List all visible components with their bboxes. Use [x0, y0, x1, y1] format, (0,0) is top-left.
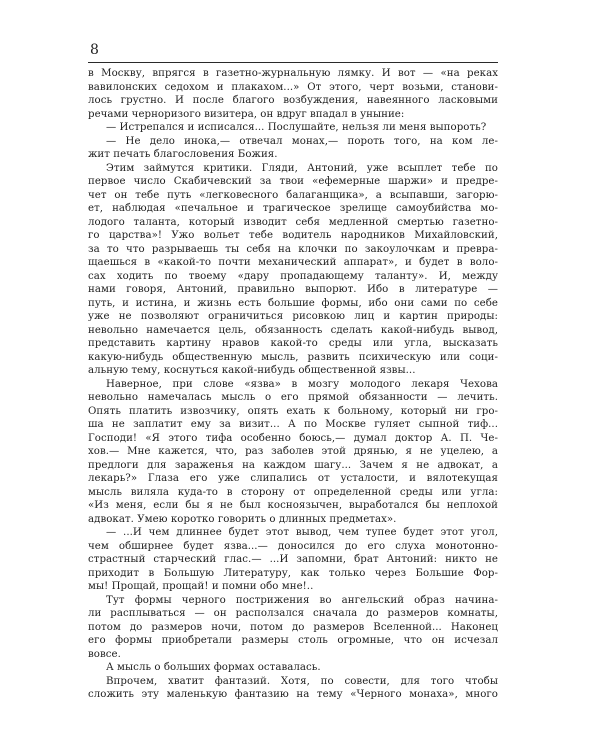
- text-line: хов.— Мне кажется, что, раз заболев этой дрянью, я не уцелею, а: [88, 446, 498, 457]
- text-line: жит печать благословения Божия.: [88, 149, 278, 160]
- text-line: Этим займутся критики. Гляди, Антоний, уже всыплет тебе по: [106, 162, 498, 174]
- text-line: потом до размеров ночи, потом до размеров Вселенной... Наконец: [88, 621, 498, 633]
- text-line: лодого таланта, который изводит себя медленной смертью газетно-: [88, 216, 498, 228]
- text-line: го царства»! Ужо вольет тебе водитель народников Михайловский,: [88, 230, 498, 241]
- text-line: невольно намечается цель, обязанность сделать какой-нибудь вывод,: [88, 324, 498, 336]
- text-line: приходит в Большую Литературу, как только через Большие Фор-: [88, 567, 498, 579]
- text-line: уже не позволяют ограничиться рисовкою лиц и картин природы:: [88, 311, 498, 322]
- text-line: Господи! «Я этого тифа особенно боюсь,— думал доктор А. П. Че-: [88, 432, 498, 444]
- text-line: чет он тебе путь «легковесного балаганщика», а всыпавши, загорю-: [88, 189, 498, 201]
- text-line: речами черноризого визитера, он вдруг впадал в уныние:: [88, 108, 405, 120]
- text-line: — Истрепался и исписался... Послушайте, нельзя ли меня выпороть?: [106, 122, 487, 133]
- text-line: мысль виляла куда-то в сторону от определенной среды или угла:: [88, 486, 498, 498]
- text-line: предлоги для зараженья на каждом шагу... Зачем я не адвокат, а: [88, 459, 498, 471]
- text-line: страстный старческий глас.— ...И запомни, брат Антоний: никто не: [88, 554, 498, 565]
- text-line: путь, и истина, и жизнь есть большие формы, ибо они сами по себе: [88, 297, 498, 309]
- text-line: чем обширнее будет язва...— доносился до его слуха монотонно-: [88, 540, 498, 552]
- text-line: ли расплываться — он расползался сначала до размеров комнаты,: [88, 608, 498, 619]
- text-line: за то что разрываешь ты себя на клочки по закоулочкам и превра-: [88, 243, 498, 255]
- text-line: в Москву, впрягся в газетно-журнальную лямку. И вот — «на реках: [88, 68, 498, 79]
- page-number: 8: [90, 42, 99, 58]
- text-line: щаешься в «какой-то почти механический аппарат», и будет в воло-: [88, 257, 498, 268]
- text-line: сложить эту маленькую фантазию на тему «Черного монаха», много: [88, 689, 498, 700]
- text-line: Опять платить извозчику, опять ехать к больному, который ни гро-: [88, 405, 498, 417]
- text-line: ет, наблюдая «печальное и трагическое зрелище самоубийства мо-: [88, 203, 498, 214]
- text-line: ша не заплатит ему за визит... А по Москве гуляет сыпной тиф...: [88, 419, 498, 430]
- text-line: нами говоря, Антоний, правильно выпорют. Ибо в литературе —: [88, 284, 498, 295]
- text-line: адвокат. Умею коротко говорить о длинных предметах».: [88, 513, 397, 525]
- text-line: — ...И чем длиннее будет этот вывод, чем тупее будет этот угол,: [106, 527, 498, 538]
- text-line: — Не дело инока,— отвечал монах,— пороть того, на ком ле-: [106, 135, 498, 147]
- text-line: мы! Прощай, прощай! и помни обо мне!..: [88, 581, 314, 592]
- text-line: лекарь?» Глаза его уже слипались от усталости, и вялотекущая: [88, 473, 498, 484]
- text-line: Тут формы черного пострижения во ангельский образ начина-: [106, 594, 498, 606]
- body-text: [88, 67, 498, 702]
- text-line: вовсе.: [88, 648, 121, 660]
- text-line: первое число Скабичевский за твои «ефемерные шаржи» и предре-: [88, 176, 498, 187]
- text-line: лось грустно. И после благого возбуждения, навеянного ласковыми: [88, 95, 498, 106]
- text-line: Наверное, при слове «язва» в мозгу молодого лекаря Чехова: [106, 378, 498, 390]
- text-line: альную тему, коснуться какой-нибудь общественной язвы...: [88, 365, 416, 376]
- text-line: какую-нибудь общественную мысль, развить психическую или соци-: [88, 351, 498, 363]
- text-line: представить картину нравов какой-то среды или угла, высказать: [88, 338, 498, 349]
- text-line: сах ходить по твоему «дару пропадающему таланту». И, между: [88, 270, 498, 282]
- text-line: Впрочем, хватит фантазий. Хотя, по совести, для того чтобы: [106, 675, 498, 687]
- text-line: «Из меня, если бы я не был косноязычен, выработался бы неплохой: [88, 500, 498, 511]
- text-line: невольно намечалась мысль о его прямой обязанности — лечить.: [88, 392, 498, 403]
- text-line: А мысль о больших формах оставалась.: [106, 662, 321, 673]
- header-rule: [88, 62, 498, 63]
- text-line: вавилонских седохом и плакахом...» От этого, черт возьми, станови-: [88, 81, 498, 93]
- text-line: его формы приобретали размеры столь огромные, что он исчезал: [88, 635, 498, 646]
